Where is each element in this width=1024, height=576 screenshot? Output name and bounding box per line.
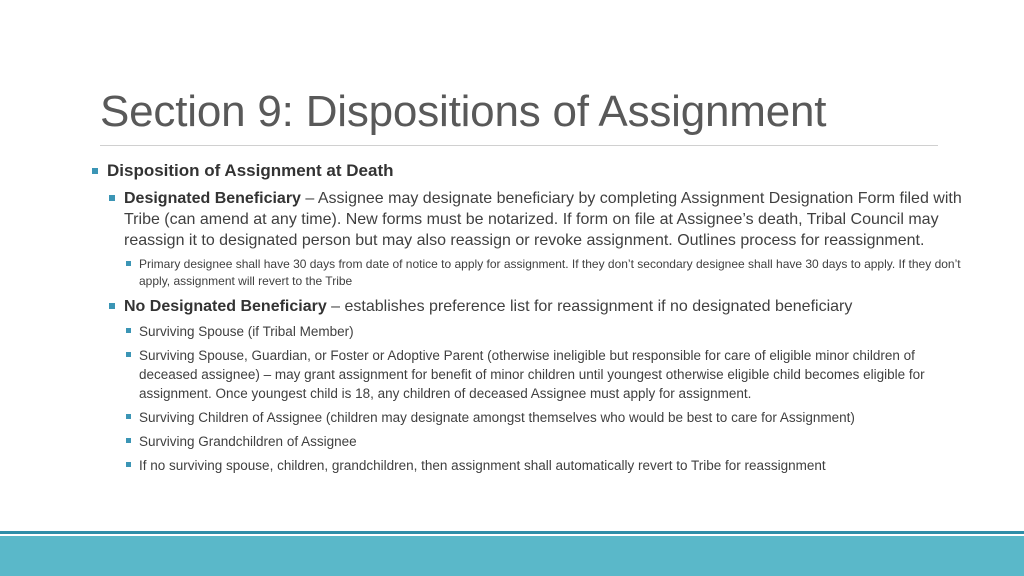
square-bullet-icon [126, 414, 131, 419]
preference-item-text: Surviving Spouse (if Tribal Member) [139, 324, 354, 339]
list-item [122, 322, 968, 341]
title-divider [100, 145, 938, 146]
list-item [122, 408, 968, 427]
footer-accent-line [0, 531, 1024, 534]
square-bullet-icon [109, 303, 115, 309]
no-designated-beneficiary-text: – establishes preference list for reassignment if no designated beneficiary [326, 298, 853, 315]
section-heading: Disposition of Assignment at Death [107, 161, 394, 180]
designated-beneficiary-label: Designated Beneficiary [124, 190, 301, 207]
slide-body [88, 158, 968, 475]
bullet-level1-disposition [88, 160, 968, 182]
designated-beneficiary-text: – Assignee may designate beneficiary by completing Assignment Designation Form filed with Tribe (can amend at any time). New forms must be notarized. If form on file at Assignee’s death, Tribal Council may reassign it to designated person but may also reassign or revoke assignment. Outlines process for reassignment. [124, 190, 962, 249]
list-item [122, 456, 968, 475]
preference-item-text: Surviving Spouse, Guardian, or Foster or Adoptive Parent (otherwise ineligible but responsible for care of eligible minor children of deceased assignee) – may grant assignment for benefit of minor children until youngest otherwise eligible child becomes eligible for assignment. Once youngest child is 18, any children of deceased Assignee must apply for assignment. [139, 348, 925, 401]
bullet-no-designated-beneficiary [105, 296, 968, 317]
square-bullet-icon [126, 352, 131, 357]
square-bullet-icon [109, 195, 115, 201]
square-bullet-icon [126, 261, 131, 266]
primary-designee-text: Primary designee shall have 30 days from date of notice to apply for assignment. If they don’t secondary designee shall have 30 days to apply. If they don’t apply, assignment will revert to the Tribe [139, 257, 961, 288]
no-designated-beneficiary-label: No Designated Beneficiary [124, 298, 327, 315]
footer-band [0, 536, 1024, 576]
list-item [122, 346, 968, 403]
slide-title: Section 9: Dispositions of Assignment [100, 87, 827, 136]
square-bullet-icon [126, 328, 131, 333]
square-bullet-icon [126, 462, 131, 467]
preference-item-text: Surviving Children of Assignee (children may designate amongst themselves who would be best to care for Assignment) [139, 410, 855, 425]
list-item [122, 432, 968, 451]
preference-item-text: If no surviving spouse, children, grandchildren, then assignment shall automatically revert to Tribe for reassignment [139, 458, 826, 473]
bullet-primary-designee [122, 256, 968, 290]
square-bullet-icon [92, 168, 98, 174]
preference-item-text: Surviving Grandchildren of Assignee [139, 434, 357, 449]
bullet-designated-beneficiary [105, 188, 968, 251]
square-bullet-icon [126, 438, 131, 443]
